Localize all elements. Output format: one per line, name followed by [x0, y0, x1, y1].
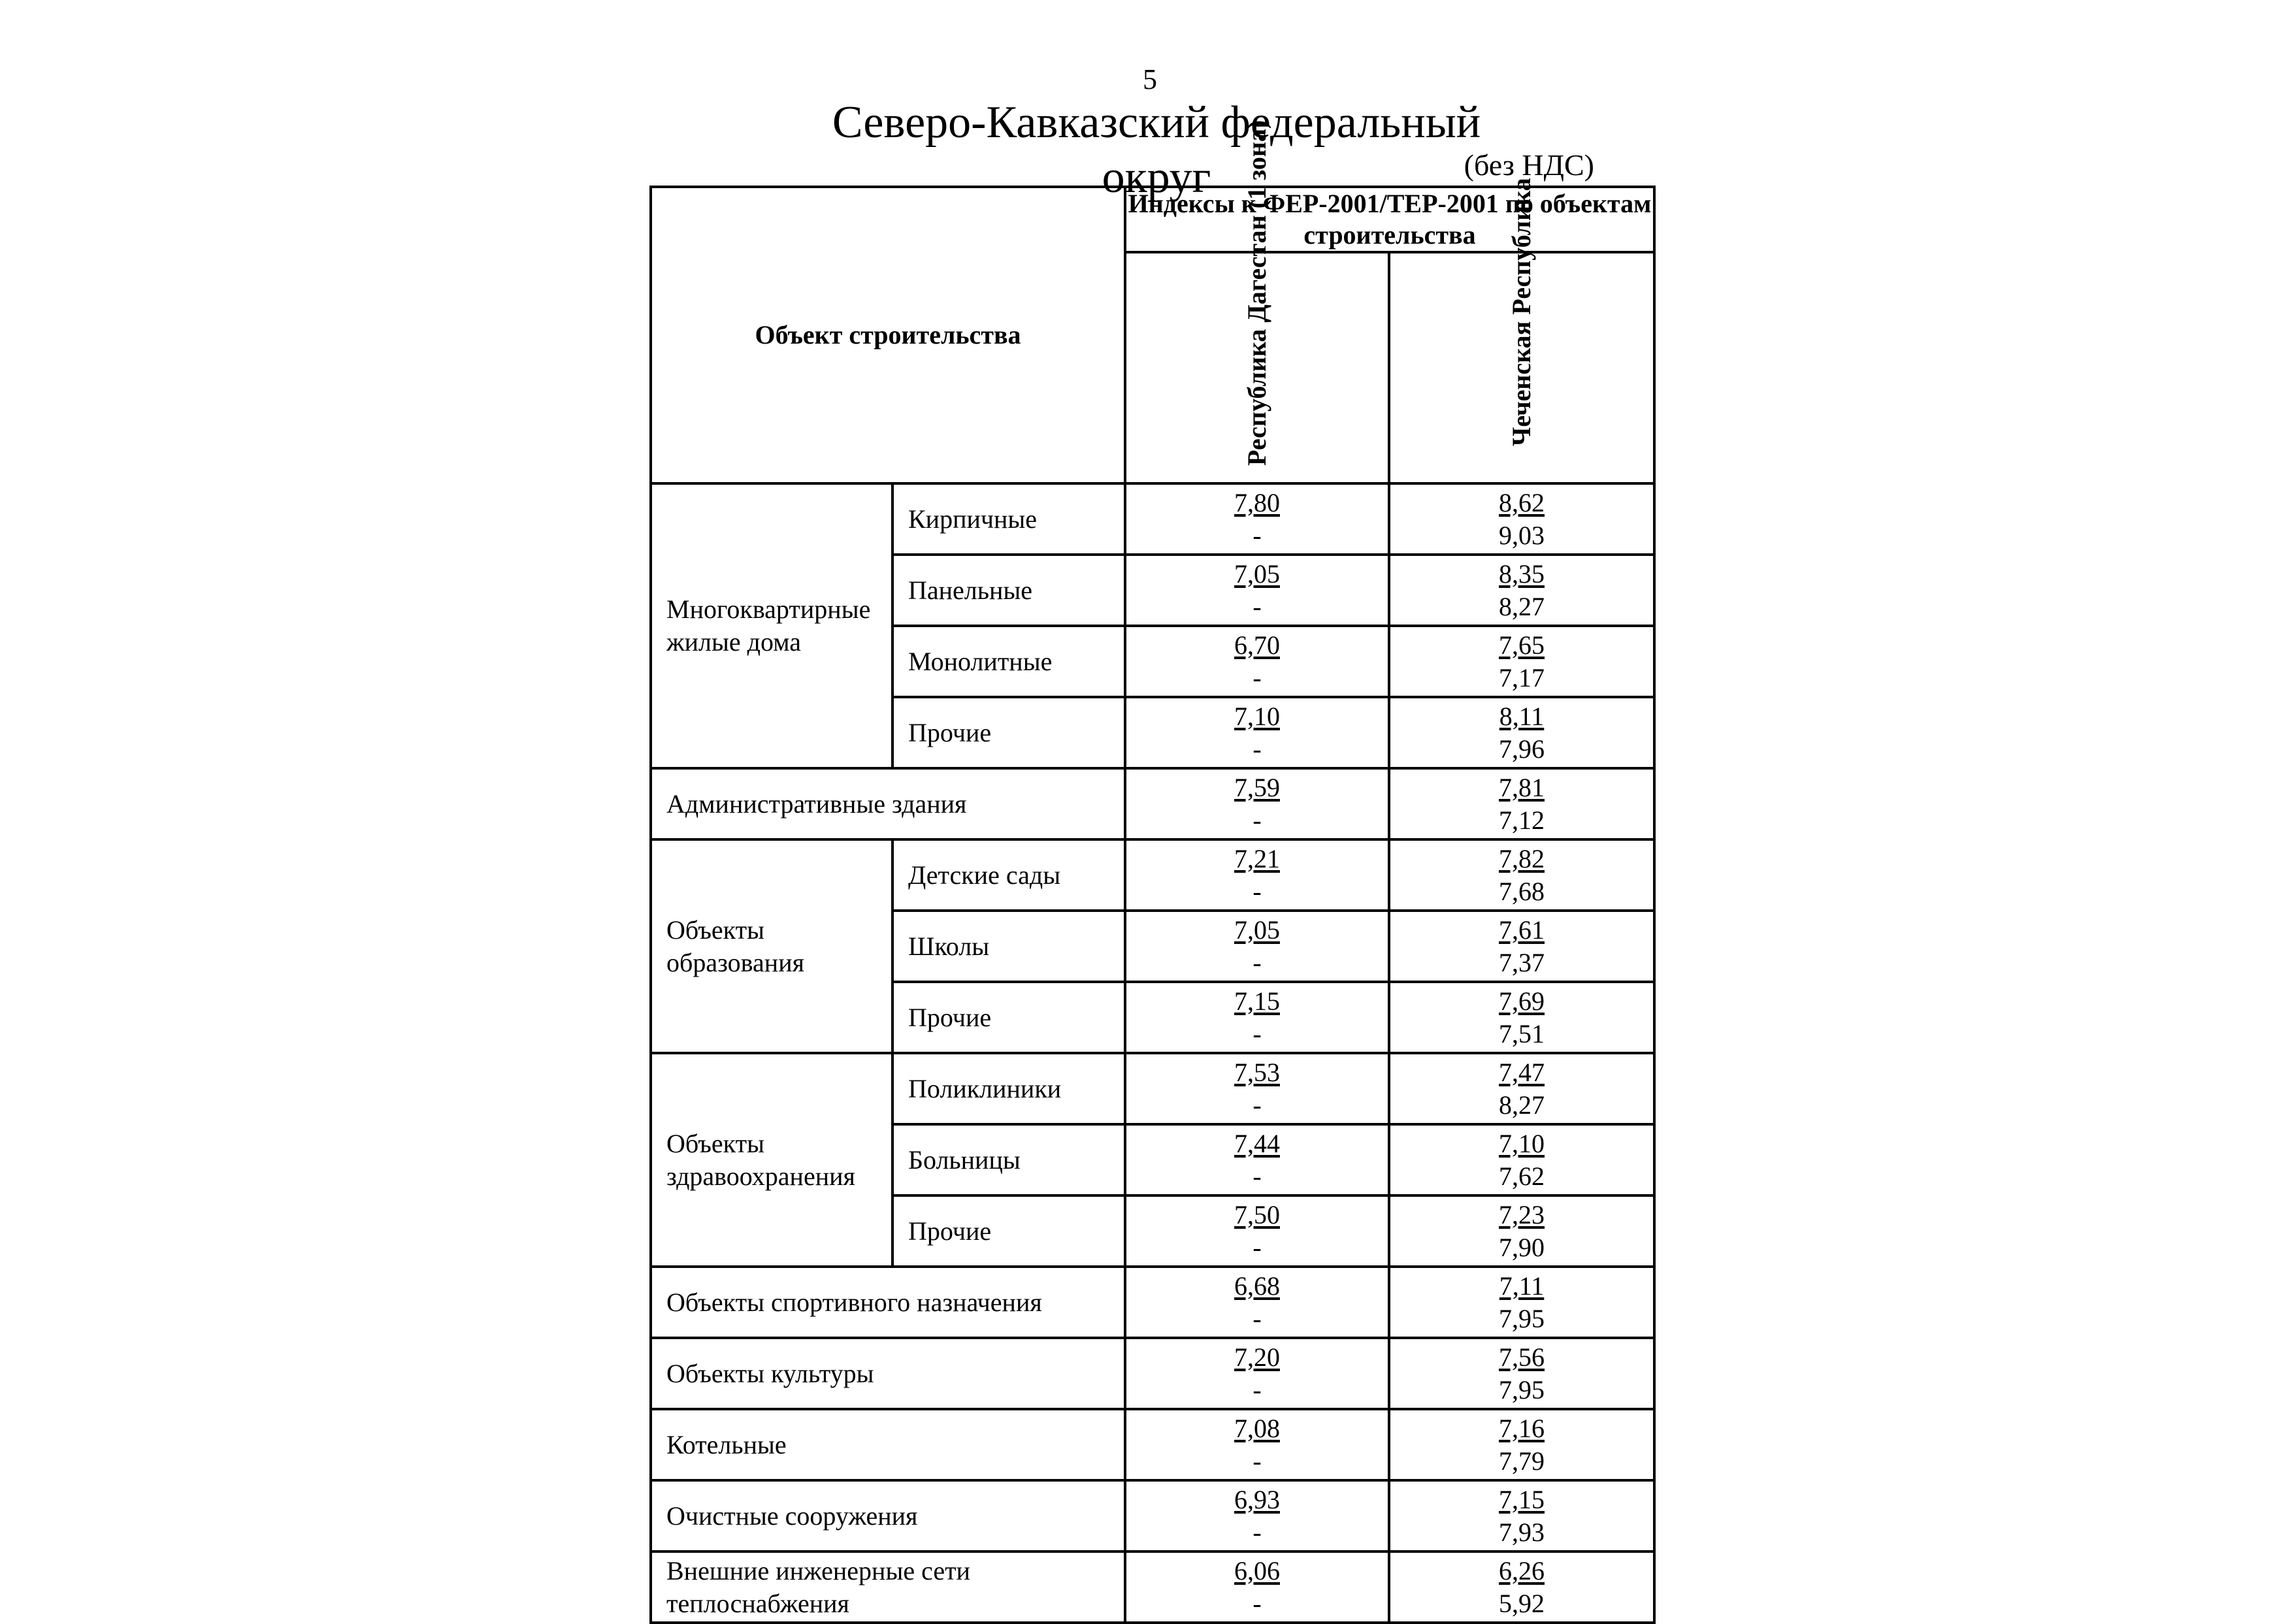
index-value-current: 7,21 — [1234, 843, 1281, 873]
index-value-current: 7,81 — [1499, 772, 1545, 802]
group-label: Объекты образования — [651, 839, 892, 1053]
cell-chechnya — [1389, 555, 1654, 626]
index-value-current: 7,15 — [1499, 1484, 1545, 1514]
index-value-alt: 7,17 — [1499, 662, 1545, 692]
index-value-current: 8,62 — [1499, 487, 1545, 517]
index-value-alt: - — [1252, 1446, 1262, 1476]
index-value-alt: - — [1252, 1161, 1262, 1191]
index-value-alt: 9,03 — [1499, 520, 1545, 550]
index-value-alt: - — [1252, 947, 1262, 977]
index-value-current: 7,15 — [1234, 986, 1281, 1016]
index-value-alt: 7,12 — [1499, 805, 1545, 835]
cell-chechnya — [1389, 1195, 1654, 1267]
cell-dagestan — [1125, 1409, 1389, 1480]
object-type: Котельные — [651, 1409, 1125, 1480]
index-value-alt: - — [1252, 1018, 1262, 1048]
index-value-current: 7,53 — [1234, 1057, 1281, 1087]
cell-dagestan — [1125, 1480, 1389, 1551]
cell-dagestan — [1125, 1124, 1389, 1195]
index-value-alt: - — [1252, 591, 1262, 621]
object-type: Панельные — [892, 555, 1125, 626]
index-value-current: 8,11 — [1499, 701, 1545, 731]
index-value-alt: 8,27 — [1499, 1090, 1545, 1120]
table-row — [651, 839, 1654, 911]
cell-chechnya — [1389, 1267, 1654, 1338]
cell-dagestan — [1125, 1195, 1389, 1267]
cell-chechnya — [1389, 839, 1654, 911]
index-value-current: 6,06 — [1234, 1555, 1281, 1585]
cell-dagestan — [1125, 1338, 1389, 1409]
index-value-alt: 7,95 — [1499, 1303, 1545, 1333]
index-value-current: 8,35 — [1499, 559, 1545, 589]
header-object: Объект строительства — [651, 187, 1125, 483]
index-value-current: 6,70 — [1234, 630, 1281, 660]
index-value-current: 7,11 — [1499, 1271, 1545, 1301]
index-value-current: 7,69 — [1499, 986, 1545, 1016]
region-label: Чеченская Республика — [1507, 178, 1537, 446]
cell-chechnya — [1389, 1124, 1654, 1195]
object-type: Прочие — [892, 697, 1125, 768]
index-value-alt: - — [1252, 1374, 1262, 1405]
object-type: Детские сады — [892, 839, 1125, 911]
group-label: Многоквартирные жилые дома — [651, 483, 892, 768]
index-value-alt: 7,93 — [1499, 1517, 1545, 1547]
region-label: Республика Дагестан (1 зона) — [1242, 120, 1272, 466]
index-value-current: 7,59 — [1234, 772, 1281, 802]
table-row — [651, 768, 1654, 839]
cell-dagestan — [1125, 982, 1389, 1053]
table-row — [651, 1480, 1654, 1551]
header-index: Индексы к ФЕР-2001/ТЕР-2001 по объектам строительства — [1125, 187, 1654, 252]
page-title: Северо-Кавказский федеральный округ — [832, 97, 1481, 203]
index-value-current: 7,65 — [1499, 630, 1545, 660]
cell-dagestan — [1125, 1267, 1389, 1338]
index-value-current: 7,56 — [1499, 1342, 1545, 1372]
cell-dagestan — [1125, 697, 1389, 768]
page-number: 5 — [1143, 63, 1157, 95]
cell-chechnya — [1389, 697, 1654, 768]
index-value-alt: - — [1252, 1517, 1262, 1547]
index-value-current: 7,20 — [1234, 1342, 1281, 1372]
table-row — [651, 1267, 1654, 1338]
index-value-current: 6,26 — [1499, 1555, 1545, 1585]
index-value-alt: - — [1252, 520, 1262, 550]
group-label: Объекты здравоохранения — [651, 1053, 892, 1267]
cell-chechnya — [1389, 1338, 1654, 1409]
index-value-alt: 7,51 — [1499, 1018, 1545, 1048]
table-row — [651, 1053, 1654, 1124]
index-value-alt: 7,90 — [1499, 1232, 1545, 1262]
cell-chechnya — [1389, 483, 1654, 555]
index-value-alt: - — [1252, 876, 1262, 906]
index-value-alt: - — [1252, 1232, 1262, 1262]
table-row — [651, 1409, 1654, 1480]
index-value-current: 6,93 — [1234, 1484, 1281, 1514]
index-value-current: 7,10 — [1499, 1128, 1545, 1158]
object-type: Внешние инженерные сети теплоснабжения — [651, 1551, 1125, 1623]
vat-note: (без НДС) — [1464, 148, 1594, 182]
object-type: Поликлиники — [892, 1053, 1125, 1124]
index-value-current: 7,80 — [1234, 487, 1281, 517]
object-type: Прочие — [892, 982, 1125, 1053]
index-value-current: 7,82 — [1499, 843, 1545, 873]
index-value-current: 7,10 — [1234, 701, 1281, 731]
cell-chechnya — [1389, 911, 1654, 982]
cell-chechnya — [1389, 768, 1654, 839]
index-value-current: 7,23 — [1499, 1199, 1545, 1229]
index-value-current: 7,44 — [1234, 1128, 1281, 1158]
object-type: Объекты культуры — [651, 1338, 1125, 1409]
index-value-alt: 8,27 — [1499, 591, 1545, 621]
cell-dagestan — [1125, 555, 1389, 626]
index-value-current: 7,47 — [1499, 1057, 1545, 1087]
object-type: Монолитные — [892, 626, 1125, 697]
cell-dagestan — [1125, 768, 1389, 839]
object-type: Объекты спортивного назначения — [651, 1267, 1125, 1338]
cell-dagestan — [1125, 839, 1389, 911]
cell-dagestan — [1125, 1053, 1389, 1124]
cell-dagestan — [1125, 626, 1389, 697]
object-type: Прочие — [892, 1195, 1125, 1267]
object-type: Административные здания — [651, 768, 1125, 839]
index-value-current: 7,50 — [1234, 1199, 1281, 1229]
index-value-alt: 7,95 — [1499, 1374, 1545, 1405]
object-type: Очистные сооружения — [651, 1480, 1125, 1551]
table-row — [651, 1338, 1654, 1409]
index-value-current: 6,68 — [1234, 1271, 1281, 1301]
cell-chechnya — [1389, 1053, 1654, 1124]
table-row — [651, 1551, 1654, 1623]
cell-chechnya — [1389, 1409, 1654, 1480]
index-value-current: 7,05 — [1234, 559, 1281, 589]
index-value-alt: - — [1252, 805, 1262, 835]
cell-dagestan — [1125, 483, 1389, 555]
cell-chechnya — [1389, 626, 1654, 697]
index-value-alt: 7,68 — [1499, 876, 1545, 906]
index-value-alt: - — [1252, 1588, 1262, 1618]
cell-chechnya — [1389, 1551, 1654, 1623]
table-row — [651, 483, 1654, 555]
cell-chechnya — [1389, 982, 1654, 1053]
index-value-current: 7,16 — [1499, 1413, 1545, 1443]
index-value-current: 7,08 — [1234, 1413, 1281, 1443]
index-value-alt: 5,92 — [1499, 1588, 1545, 1618]
index-value-alt: 7,79 — [1499, 1446, 1545, 1476]
index-value-alt: - — [1252, 1090, 1262, 1120]
cell-chechnya — [1389, 1480, 1654, 1551]
object-type: Школы — [892, 911, 1125, 982]
index-value-alt: - — [1252, 734, 1262, 764]
index-value-current: 7,61 — [1499, 915, 1545, 945]
index-value-alt: 7,62 — [1499, 1161, 1545, 1191]
header-region-dagestan — [1125, 120, 1389, 483]
index-value-current: 7,05 — [1234, 915, 1281, 945]
object-type: Кирпичные — [892, 483, 1125, 555]
object-type: Больницы — [892, 1124, 1125, 1195]
cell-dagestan — [1125, 1551, 1389, 1623]
cell-dagestan — [1125, 911, 1389, 982]
index-value-alt: 7,37 — [1499, 947, 1545, 977]
index-value-alt: 7,96 — [1499, 734, 1545, 764]
index-value-alt: - — [1252, 662, 1262, 692]
index-value-alt: - — [1252, 1303, 1262, 1333]
